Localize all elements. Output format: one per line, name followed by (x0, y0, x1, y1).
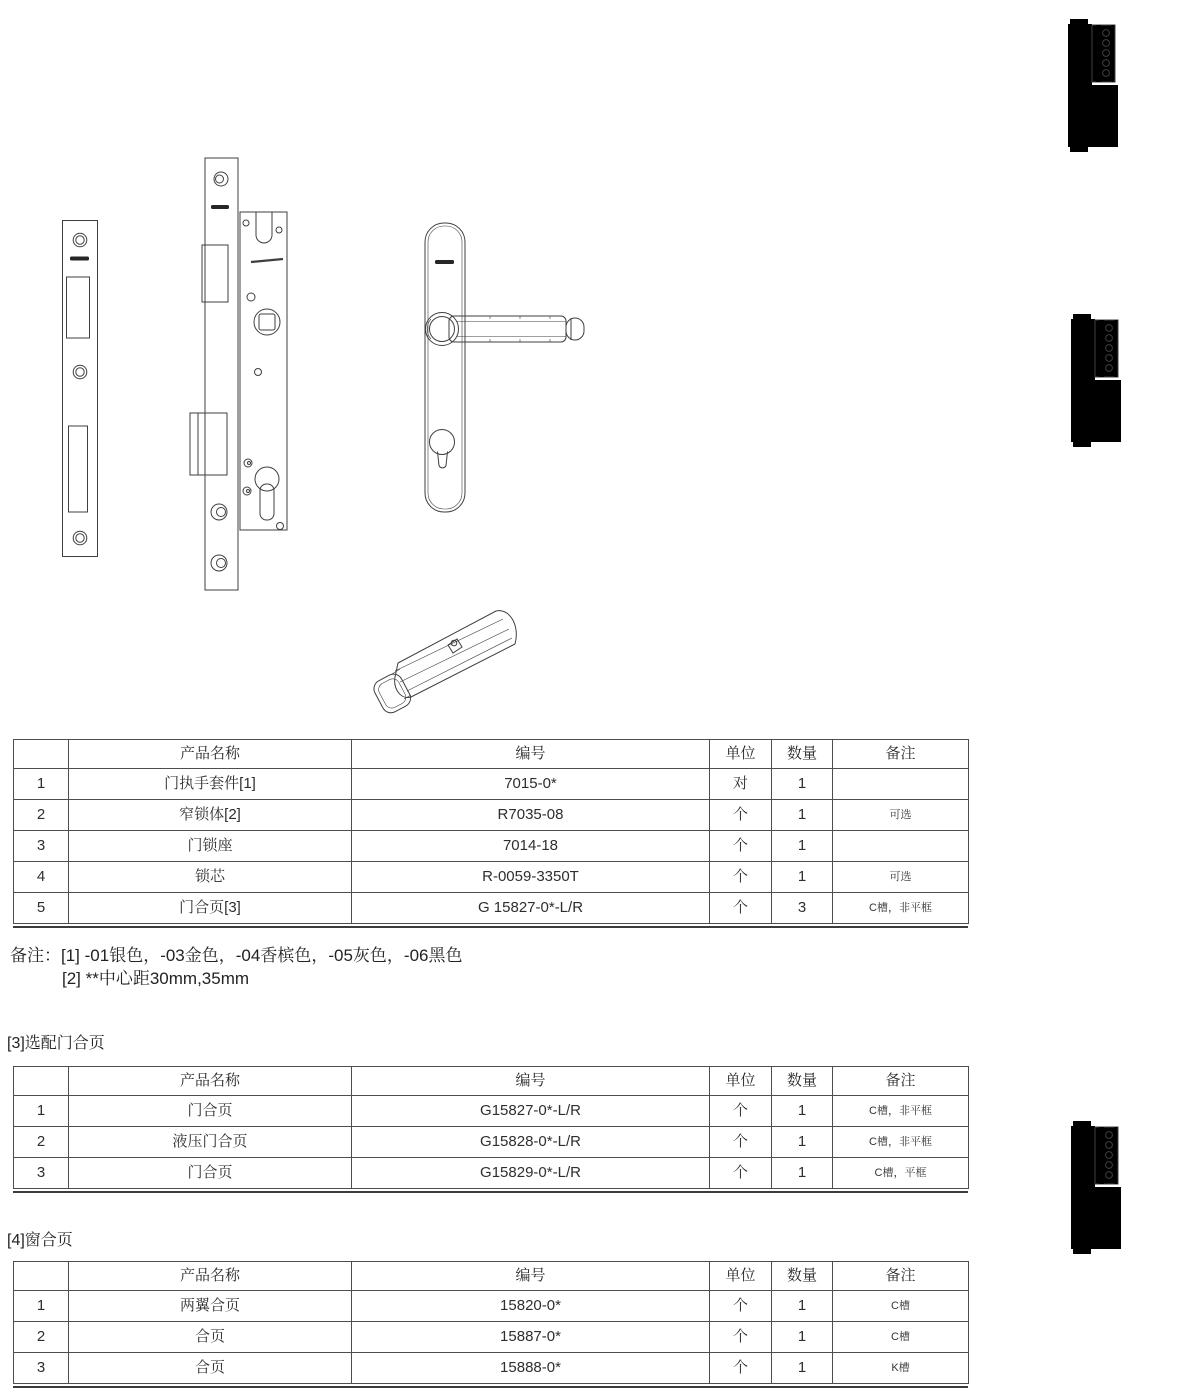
table-cell: R7035-08 (352, 800, 710, 831)
table-cell: 个 (710, 831, 772, 862)
table-cell: 门合页[3] (69, 893, 352, 924)
table-cell: 1 (772, 769, 833, 800)
column-header: 编号 (352, 1067, 710, 1096)
table-row (14, 831, 969, 862)
door-hinge-middle-drawing (1066, 312, 1124, 449)
window-hinge-table (13, 1261, 968, 1384)
table-cell: C槽，非平框 (833, 893, 969, 924)
table-cell: 合页 (69, 1322, 352, 1353)
column-header: 产品名称 (69, 740, 352, 769)
table-row (14, 1291, 969, 1322)
table-cell: G15829-0*-L/R (352, 1158, 710, 1189)
table-cell: 1 (772, 1353, 833, 1384)
table-row (14, 1353, 969, 1384)
table-cell: 15888-0* (352, 1353, 710, 1384)
table-cell: 3 (772, 893, 833, 924)
table-cell: G 15827-0*-L/R (352, 893, 710, 924)
strike-plate-drawing (55, 213, 105, 565)
table-cell: G15827-0*-L/R (352, 1096, 710, 1127)
table-cell: 3 (14, 831, 69, 862)
table-cell: 1 (14, 769, 69, 800)
table-cell: 个 (710, 1096, 772, 1127)
table-cell: 1 (772, 831, 833, 862)
table-cell: 2 (14, 800, 69, 831)
door-handle-set-drawing (415, 213, 595, 525)
optional-door-hinge-table (13, 1066, 968, 1189)
table-cell: 个 (710, 1158, 772, 1189)
section-heading-window-hinge: [4]窗合页 (7, 1232, 73, 1249)
brand-mark (435, 260, 454, 264)
column-header: 编号 (352, 740, 710, 769)
note-line-2 (10, 967, 462, 990)
table-cell (833, 769, 969, 800)
column-header: 产品名称 (69, 1262, 352, 1291)
table-row (14, 1322, 969, 1353)
table-cell: 15820-0* (352, 1291, 710, 1322)
table-cell: 1 (14, 1096, 69, 1127)
column-header: 备注 (833, 1262, 969, 1291)
brand-mark (70, 257, 89, 261)
note-text-2: [2] **中心距30mm,35mm (62, 969, 250, 988)
table-cell: 个 (710, 1127, 772, 1158)
section-heading-optional-door-hinge: [3]选配门合页 (7, 1035, 105, 1052)
table-row (14, 800, 969, 831)
table-cell: 门锁座 (69, 831, 352, 862)
table-row (14, 1158, 969, 1189)
table-cell (833, 831, 969, 862)
table-row (14, 1096, 969, 1127)
table-cell: 1 (14, 1291, 69, 1322)
table-cell: C槽，非平框 (833, 1127, 969, 1158)
table-cell: K槽 (833, 1353, 969, 1384)
column-header (14, 1067, 69, 1096)
table-cell: 门合页 (69, 1096, 352, 1127)
table-cell: C槽，非平框 (833, 1096, 969, 1127)
main-parts-table (13, 739, 968, 924)
table-cell: 个 (710, 1322, 772, 1353)
table-cell: 3 (14, 1353, 69, 1384)
mortise-lock-body-drawing (188, 150, 340, 595)
table-cell: 个 (710, 893, 772, 924)
lock-cylinder-drawing (362, 592, 527, 718)
table-cell: 1 (772, 1158, 833, 1189)
brand-mark (211, 205, 229, 209)
table-cell: 2 (14, 1127, 69, 1158)
column-header: 数量 (772, 740, 833, 769)
column-header: 数量 (772, 1067, 833, 1096)
table-cell: 4 (14, 862, 69, 893)
table-cell: 1 (772, 1127, 833, 1158)
table-cell: 2 (14, 1322, 69, 1353)
table-cell: 1 (772, 1322, 833, 1353)
table-cell: R-0059-3350T (352, 862, 710, 893)
table-cell: 个 (710, 1291, 772, 1322)
column-header: 单位 (710, 1262, 772, 1291)
table-cell: 门合页 (69, 1158, 352, 1189)
table-row (14, 769, 969, 800)
column-header: 单位 (710, 740, 772, 769)
column-header: 单位 (710, 1067, 772, 1096)
table-cell: 液压门合页 (69, 1127, 352, 1158)
table-cell: 可选 (833, 862, 969, 893)
table-cell: 两翼合页 (69, 1291, 352, 1322)
table-cell: G15828-0*-L/R (352, 1127, 710, 1158)
table-cell: 7014-18 (352, 831, 710, 862)
notes (10, 944, 462, 990)
column-header: 数量 (772, 1262, 833, 1291)
table-row (14, 862, 969, 893)
door-hinge-top-drawing (1063, 17, 1121, 154)
header-row (14, 1067, 969, 1096)
table-row (14, 893, 969, 924)
table-cell: 锁芯 (69, 862, 352, 893)
table-cell: 个 (710, 800, 772, 831)
column-header: 产品名称 (69, 1067, 352, 1096)
note-text-1: [1] -01银色，-03金色，-04香槟色，-05灰色，-06黑色 (61, 946, 463, 965)
table-cell: 个 (710, 862, 772, 893)
column-header: 备注 (833, 740, 969, 769)
table-cell: 1 (772, 1096, 833, 1127)
door-hinge-lower-drawing (1066, 1119, 1124, 1256)
header-row (14, 1262, 969, 1291)
column-header: 编号 (352, 1262, 710, 1291)
column-header: 备注 (833, 1067, 969, 1096)
header-row (14, 740, 969, 769)
table-cell: 7015-0* (352, 769, 710, 800)
table-cell: 门执手套件[1] (69, 769, 352, 800)
table-cell: 对 (710, 769, 772, 800)
table-cell: 5 (14, 893, 69, 924)
table-cell: 可选 (833, 800, 969, 831)
table-cell: 合页 (69, 1353, 352, 1384)
column-header (14, 1262, 69, 1291)
table-cell: C槽，平框 (833, 1158, 969, 1189)
table-cell: 1 (772, 862, 833, 893)
table-cell: 1 (772, 800, 833, 831)
table-cell: 窄锁体[2] (69, 800, 352, 831)
table-cell: 15887-0* (352, 1322, 710, 1353)
notes-label: 备注： (10, 946, 61, 965)
table-cell: 1 (772, 1291, 833, 1322)
table-cell: 个 (710, 1353, 772, 1384)
table-cell: 3 (14, 1158, 69, 1189)
column-header (14, 740, 69, 769)
note-line-1 (10, 944, 462, 967)
table-cell: C槽 (833, 1291, 969, 1322)
table-cell: C槽 (833, 1322, 969, 1353)
table-row (14, 1127, 969, 1158)
